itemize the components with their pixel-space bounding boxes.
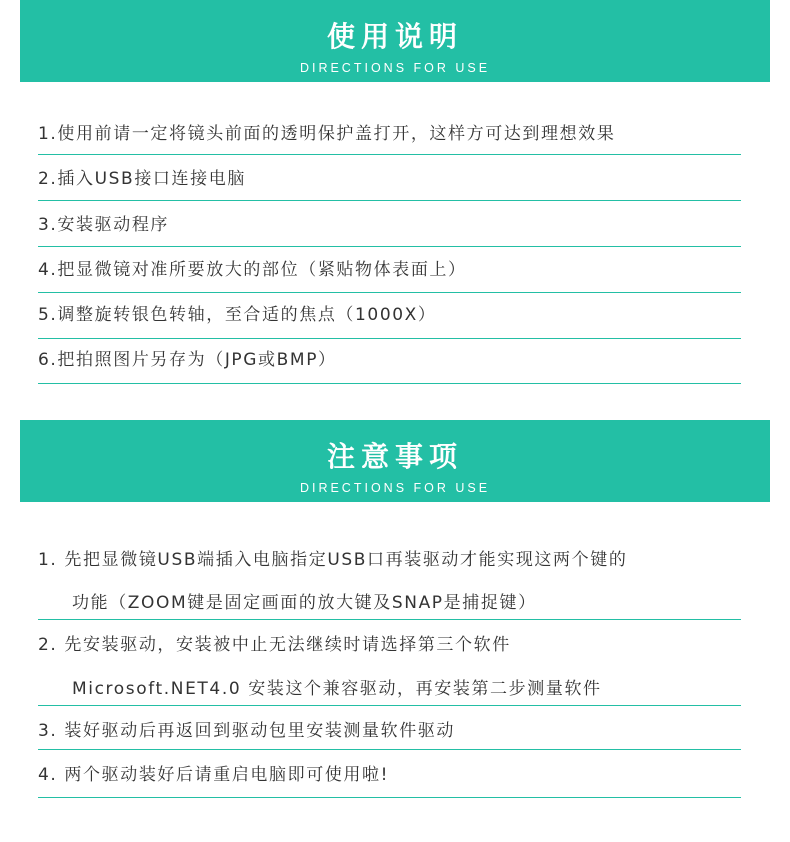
direction-step-3 (38, 201, 741, 247)
direction-step-text: 3.安装驱动程序 (38, 215, 170, 235)
direction-step-4 (38, 247, 741, 293)
directions-subtitle: DIRECTIONS FOR USE (299, 61, 491, 75)
direction-step-1 (38, 108, 741, 155)
note-line: 3. 装好驱动后再返回到驱动包里安装测量软件驱动 (38, 721, 456, 741)
direction-step-6 (38, 339, 741, 384)
direction-step-text: 6.把拍照图片另存为（JPG或BMP） (38, 350, 337, 370)
note-line: 2. 先安装驱动，安装被中止无法继续时请选择第三个软件 (38, 635, 511, 655)
directions-banner (20, 0, 770, 82)
direction-step-5 (38, 293, 741, 339)
note-line-continued: 功能（ZOOM键是固定画面的放大键及SNAP是捕捉键） (72, 593, 537, 613)
direction-step-text: 2.插入USB接口连接电脑 (38, 169, 246, 189)
direction-step-text: 4.把显微镜对准所要放大的部位（紧贴物体表面上） (38, 260, 467, 280)
note-line-continued: Microsoft.NET4.0 安装这个兼容驱动，再安装第二步测量软件 (72, 679, 602, 699)
notes-subtitle: DIRECTIONS FOR USE (299, 481, 491, 495)
notes-banner (20, 420, 770, 502)
note-item-2 (38, 620, 741, 706)
notes-title: 注意事项 (326, 440, 463, 473)
direction-step-text: 5.调整旋转银色转轴，至合适的焦点（1000X） (38, 305, 437, 325)
note-line: 4. 两个驱动装好后请重启电脑即可使用啦! (38, 765, 390, 785)
note-item-3 (38, 706, 741, 750)
direction-step-text: 1.使用前请一定将镜头前面的透明保护盖打开，这样方可达到理想效果 (38, 124, 616, 144)
note-item-4 (38, 750, 741, 798)
direction-step-2 (38, 155, 741, 201)
note-line: 1. 先把显微镜USB端插入电脑指定USB口再装驱动才能实现这两个键的 (38, 550, 628, 570)
note-item-1 (38, 530, 741, 620)
directions-title: 使用说明 (326, 20, 463, 53)
